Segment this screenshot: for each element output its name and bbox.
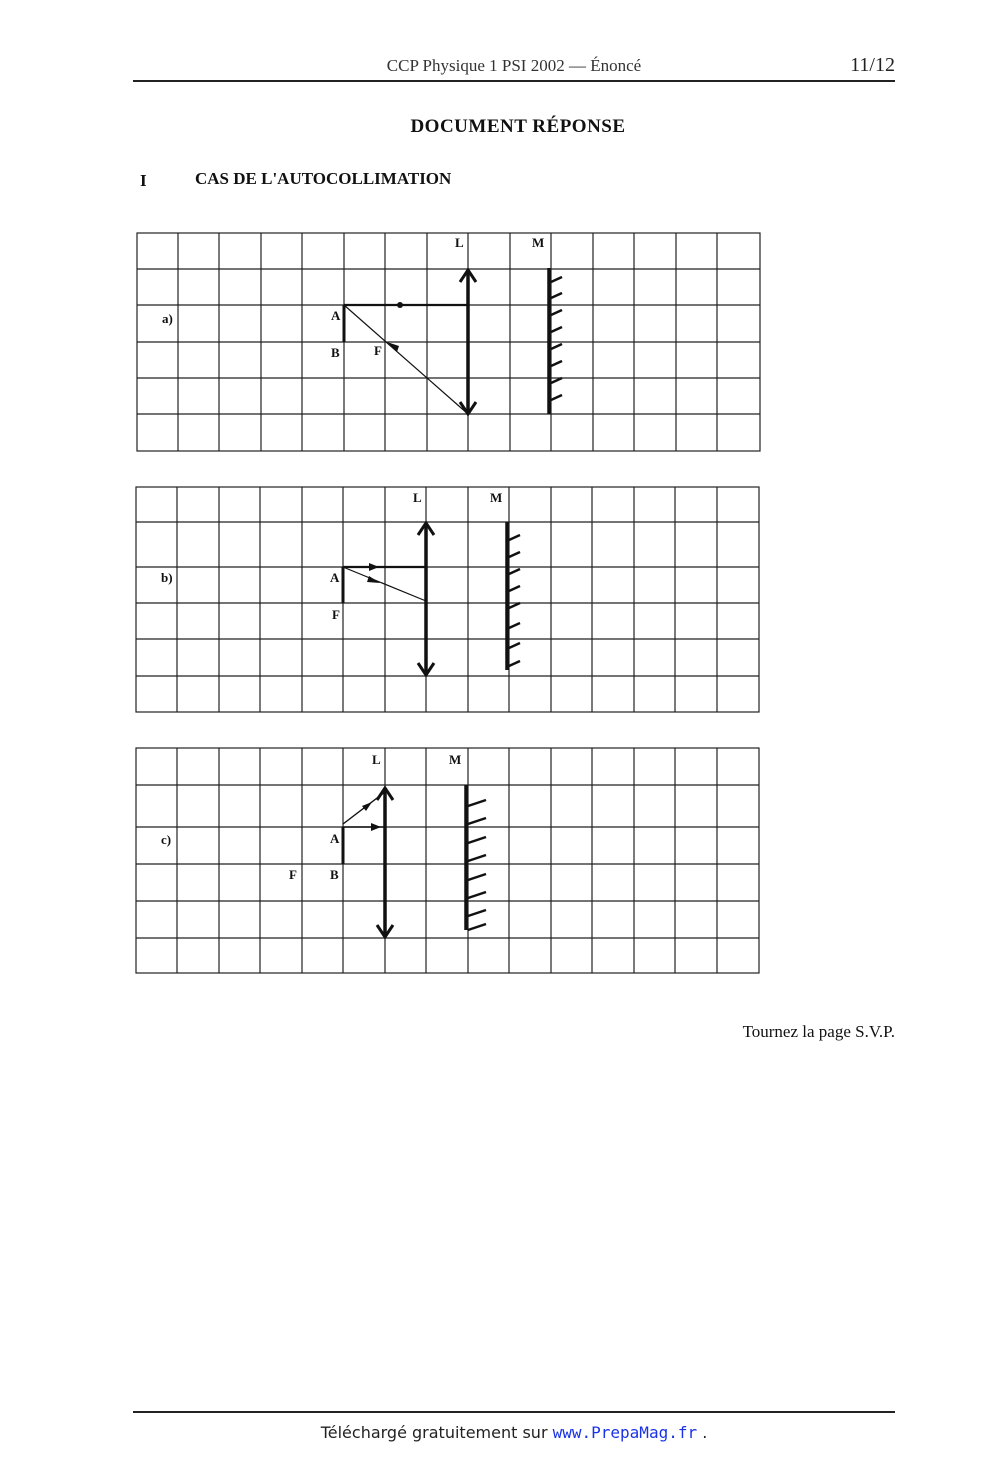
page-footer — [133, 1411, 895, 1442]
section-title: CAS DE L'AUTOCOLLIMATION — [195, 169, 452, 188]
label-diagram-b: b) — [161, 570, 173, 585]
label-lens-a: L — [455, 235, 464, 250]
turn-page-note: Tournez la page S.V.P. — [742, 1022, 895, 1041]
label-point-b-a: B — [331, 345, 340, 360]
label-point-a-a: A — [331, 308, 341, 323]
label-focus-c: F — [289, 867, 297, 882]
grid-c — [136, 748, 759, 973]
mirror-c-hatching — [468, 800, 486, 930]
label-mirror-c: M — [449, 752, 462, 767]
page-number: 11/12 — [850, 54, 895, 76]
label-point-a-c: A — [330, 831, 340, 846]
footer-end: . — [702, 1423, 708, 1442]
label-point-a-b: A — [330, 570, 340, 585]
label-focus-b: F — [332, 607, 340, 622]
label-diagram-c: c) — [161, 832, 172, 847]
footer-link[interactable]: www.PrepaMag.fr — [552, 1423, 698, 1442]
section-number: I — [140, 171, 147, 190]
ray-c-parallel-arrow — [371, 823, 381, 831]
label-lens-b: L — [413, 490, 422, 505]
label-focus-a: F — [374, 343, 382, 358]
footer-text — [133, 1423, 895, 1442]
label-diagram-a: a) — [162, 311, 173, 326]
ray-c-oblique-arrow — [362, 802, 372, 811]
header-title: CCP Physique 1 PSI 2002 — Énoncé — [386, 56, 642, 75]
label-point-b-c: B — [330, 867, 339, 882]
label-mirror-a: M — [532, 235, 545, 250]
document-title: DOCUMENT RÉPONSE — [410, 116, 626, 137]
label-mirror-b: M — [490, 490, 503, 505]
footer-prefix: Téléchargé gratuitement sur — [320, 1423, 548, 1442]
label-lens-c: L — [372, 752, 381, 767]
